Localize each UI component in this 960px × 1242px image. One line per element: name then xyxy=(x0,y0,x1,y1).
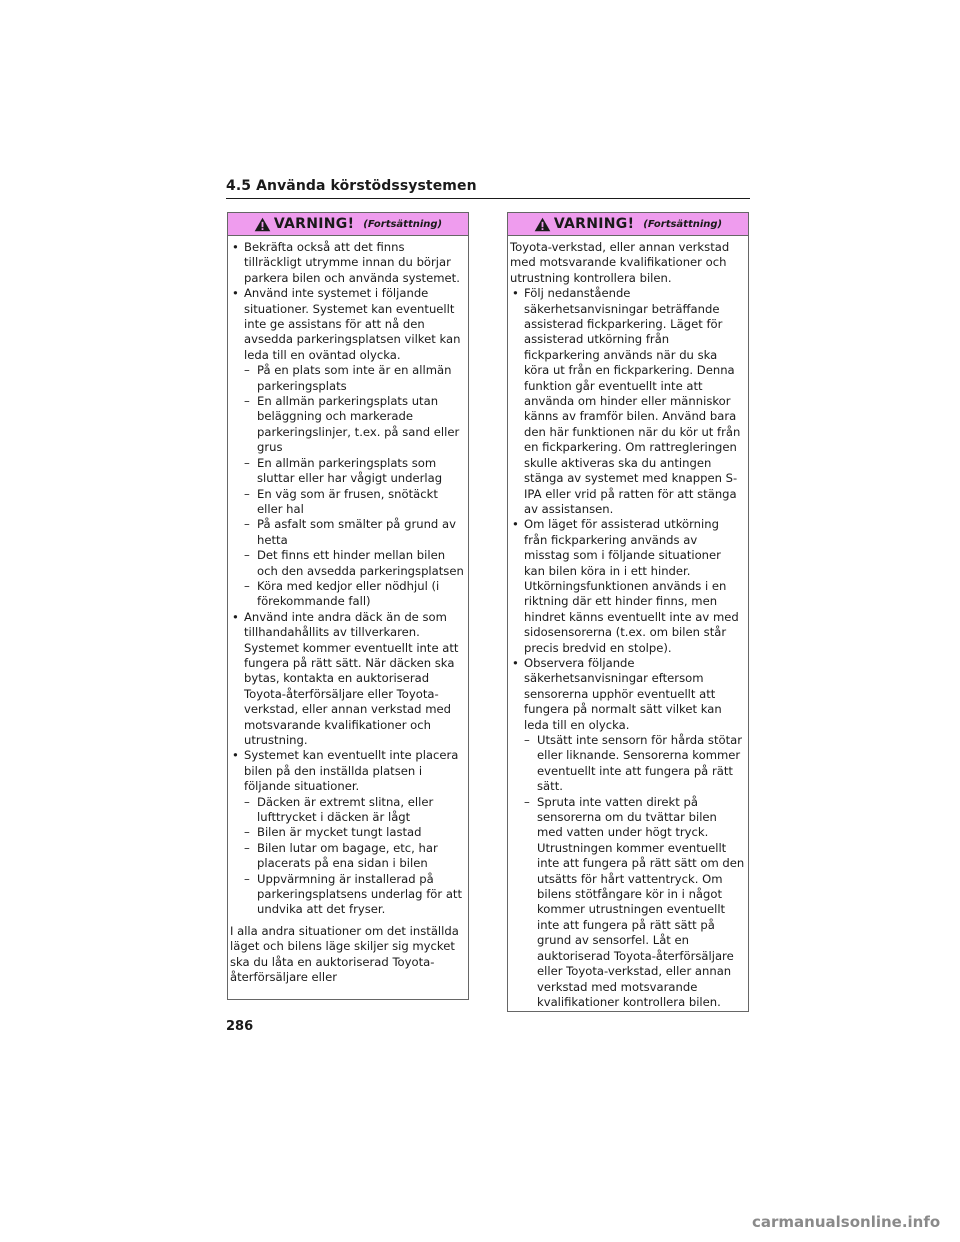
bullet-item: • Använd inte andra däck än de som tillhandahållits av tillverkaren. Systemet kommer eventuellt inte att fungera på rätt sätt. När däcken ska bytas, kontakta en auktoriserad Toyota-återförsäljare eller Toyota-verkstad, eller annan verkstad med motsvarande kvalifikationer och utrustning. xyxy=(230,610,465,749)
warning-word: VARNING! xyxy=(273,216,355,232)
dash-item: – Uppvärmning är installerad på parkeringsplatsens underlag för att undvika att det fryser. xyxy=(230,872,465,918)
continued-label: (Fortsättning) xyxy=(643,218,723,230)
section-header: 4.5 Använda körstödssystemen xyxy=(226,178,750,199)
warning-body-left xyxy=(228,236,468,986)
dash-item: – En väg som är frusen, snötäckt eller hal xyxy=(230,487,465,518)
bullet-item: • Använd inte systemet i följande situationer. Systemet kan eventuellt inte ge assistans för att nå den avsedda parkeringsplatsen vilket kan leda till en oväntad olycka. xyxy=(230,286,465,363)
paragraph: Toyota-verkstad, eller annan verkstad med motsvarande kvalifikationer och utrustning kontrollera bilen. xyxy=(510,240,730,285)
warning-body-right xyxy=(508,236,748,1010)
warning-triangle-icon xyxy=(534,217,551,232)
watermark: carmanualsonline.info xyxy=(752,1213,941,1231)
warning-box-left xyxy=(227,212,469,1000)
dash-item: – En allmän parkeringsplats utan beläggning och markerade parkeringslinjer, t.ex. på sand eller grus xyxy=(230,394,465,456)
bullet-item: • Följ nedanstående säkerhetsanvisningar beträffande assisterad fickparkering. Läget för assisterad utkörning från fickparkering används när du ska köra ut från en fickparkering. Denna funktion går eventuellt inte att använda om hinder eller människor känns av framför bilen. Använd bara den här funktionen när du kör ut från en fickparkering. Om rattregleringen skulle aktiveras ska du antingen stänga av systemet med knappen S-IPA eller vrid på ratten för att stänga av assistansen. xyxy=(510,286,745,517)
dash-item: – Bilen är mycket tungt lastad xyxy=(230,825,465,840)
bullet-item: • Bekräfta också att det finns tillräckligt utrymme innan du börjar parkera bilen och använda systemet. xyxy=(230,240,465,286)
continued-label: (Fortsättning) xyxy=(363,218,443,230)
bullet-item: • Observera följande säkerhetsanvisningar eftersom sensorerna upphör eventuellt att fungera på normalt sätt vilket kan leda till en olycka. xyxy=(510,656,745,733)
dash-item: – Spruta inte vatten direkt på sensorerna om du tvättar bilen med vatten under högt tryck. Utrustningen kommer eventuellt inte att fungera på rätt sätt om den utsätts för hårt vattentryck. Om bilens stötfångare kör in i något kommer utrustningen eventuellt inte att fungera på rätt sätt på grund av sensorfel. Låt en auktoriserad Toyota-återförsäljare eller Toyota-verkstad, eller annan verkstad med motsvarande kvalifikationer kontrollera bilen. xyxy=(510,795,745,1011)
warning-triangle-icon xyxy=(254,217,271,232)
dash-item: – Däcken är extremt slitna, eller lufttrycket i däcken är lågt xyxy=(230,795,465,826)
dash-item: – Utsätt inte sensorn för hårda stötar eller liknande. Sensorerna kommer eventuellt inte att fungera på rätt sätt. xyxy=(510,733,745,795)
paragraph: I alla andra situationer om det inställda läget och bilens läge skiljer sig mycket ska du låta en auktoriserad Toyota-återförsäljare eller xyxy=(230,923,459,985)
dash-item: – På asfalt som smälter på grund av hetta xyxy=(230,517,465,548)
bullet-item: • Om läget för assisterad utkörning från fickparkering används av misstag som i följande situationer kan bilen köra in i ett hinder. Utkörningsfunktionen används i en riktning där ett hinder finns, men hindret känns eventuellt inte av med sidosensorerna (t.ex. om bilen står precis bredvid en stolpe). xyxy=(510,517,745,656)
warning-header-right xyxy=(508,213,748,236)
warning-word: VARNING! xyxy=(553,216,635,232)
warning-header-left xyxy=(228,213,468,236)
warning-box-right xyxy=(507,212,749,1012)
page-number: 286 xyxy=(226,1019,254,1034)
dash-item: – Bilen lutar om bagage, etc, har placerats på ena sidan i bilen xyxy=(230,841,465,872)
dash-item: – På en plats som inte är en allmän parkeringsplats xyxy=(230,363,465,394)
bullet-item: • Systemet kan eventuellt inte placera bilen på den inställda platsen i följande situationer. xyxy=(230,748,465,794)
dash-item: – Det finns ett hinder mellan bilen och den avsedda parkeringsplatsen xyxy=(230,548,465,579)
dash-item: – En allmän parkeringsplats som sluttar eller har vågigt underlag xyxy=(230,456,465,487)
dash-item: – Köra med kedjor eller nödhjul (i förekommande fall) xyxy=(230,579,465,610)
